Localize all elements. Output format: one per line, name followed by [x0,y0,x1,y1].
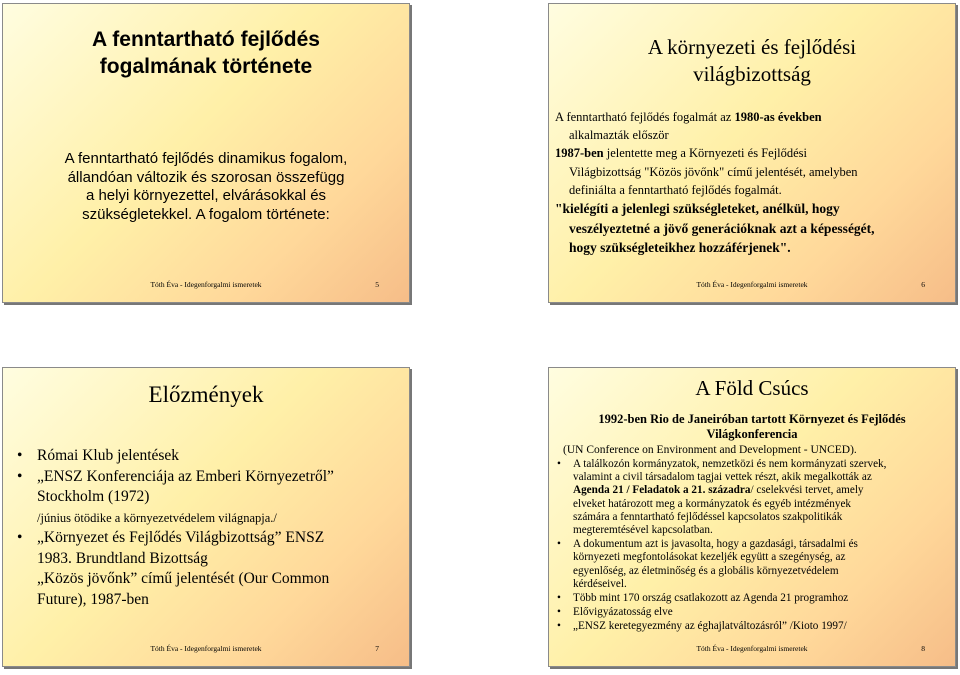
title-line: fogalmának története [99,55,313,78]
slide-5-body [15,150,397,224]
list-item [17,528,399,549]
bold-text: 1987-ben [555,146,604,161]
slide-footer [3,280,409,294]
item-continuation: Future), 1987-ben [37,590,149,608]
slide-number: 7 [375,644,379,653]
bullet-icon: • [557,606,561,619]
footer-author: Tóth Éva - Idegenforgalmi ismeretek [696,644,808,653]
list-item [555,592,949,605]
subtitle-line: 1992-ben Rio de Janeiróban tartott Környezet és Fejlődés [598,412,906,426]
body-line: állandóan változik és szorosan összefügg [67,168,345,186]
item-continuation: /június ötödike a környezetvédelem világnapja./ [37,510,277,525]
slide-8-subtitle [563,412,941,441]
item-line: „ENSZ keretegyezmény az éghajlatváltozásról” /Kioto 1997/ [573,620,847,633]
paragraph-continuation: Világbizottság "Közös jövőnk" című jelentését, amelyben [569,164,858,179]
item-text: „Környezet és Fejlődés Világbizottság” ENSZ [37,529,325,546]
text: / cselekvési tervet, amely [750,484,864,497]
item-text: Római Klub jelentések [37,447,180,464]
bullet-icon: • [557,592,561,605]
quote-line: veszélyeztetné a jövő generációknak azt a képességét, [569,220,875,236]
bold-text: 1980-as években [734,110,822,124]
item-line: környezeti megfontolásokat kezeljék együtt a szegénység, az [573,551,846,564]
list-item [17,467,399,488]
bullet-icon: • [557,538,561,551]
slide-8-title: A Föld Csúcs [695,376,809,400]
list-item [555,620,949,633]
item-line: Több mint 170 ország csatlakozott az Agenda 21 programhoz [573,592,849,605]
slide-6-title [559,34,945,88]
slide-footer [549,280,955,294]
footer-author: Tóth Éva - Idegenforgalmi ismeretek [696,280,808,289]
item-line: A találkozón kormányzatok, nemzetközi és nem kormányzati szervek, [573,458,887,470]
slide-5 [2,3,410,303]
footer-author: Tóth Éva - Idegenforgalmi ismeretek [150,280,262,289]
item-text: „ENSZ Konferenciája az Emberi Környezetről” [37,467,334,485]
bullet-icon: • [557,620,561,633]
item-line: számára a fenntartható fejlődéssel kapcsolatos szakpolitikák [573,510,843,523]
title-line: A fenntartható fejlődés [92,28,320,51]
item-line: megteremtésével kapcsolatban. [573,524,713,537]
bullet-icon: • [17,467,23,485]
list-item [555,606,949,619]
item-line: egyenlőség, az életminőség és a globális környezetvédelem [573,564,839,577]
text: jelentette meg a Környezeti és Fejlődési [603,146,808,161]
subtitle-line: Világkonferencia [706,426,798,441]
quote-line: hogy szükségleteikhez hozzáférjenek". [569,240,791,256]
list-item [17,446,399,467]
text: A fenntartható fejlődés fogalmát az [555,110,735,124]
bullet-icon: • [17,447,23,464]
slide-5-title [13,26,399,80]
item-continuation: 1983. Brundtland Bizottság [37,549,208,567]
definition-quote [555,199,951,258]
bullet-icon: • [17,529,23,546]
slide-7 [2,367,410,667]
paragraph-continuation: definiálta a fenntartható fejlődés fogalmát. [569,182,782,197]
body-line: A fenntartható fejlődés dinamikus fogalom, [64,150,348,167]
slide-number: 8 [921,644,925,653]
bold-text: ra [739,484,751,497]
quote-line: "kielégíti a jelenlegi szükségleteket, anélkül, hogy [555,201,840,217]
slide-7-title: Előzmények [148,382,264,407]
item-line: kérdéseivel. [573,577,627,590]
slide-footer [549,644,955,658]
slide-6-body [555,108,951,258]
title-line: A környezeti és fejlődési [647,35,857,59]
item-line: A dokumentum azt is javasolta, hogy a gazdasági, társadalmi és [573,538,858,551]
body-line: szükségletekkel. A fogalom története: [82,205,330,223]
item-continuation: Stockholm (1972) [37,488,150,505]
slide-number: 5 [375,280,379,289]
item-line [573,484,949,497]
slide-8-list [555,458,949,635]
slide-number: 6 [921,280,925,289]
item-line: elveket határozott meg a kormányzatok és egyéb intézmények [573,497,852,510]
item-line: Elővigyázatosság elve [573,606,673,619]
bold-text: Agenda 21 / Feladatok a 21. század [573,484,740,497]
bullet-icon: • [557,458,561,470]
conference-name: (UN Conference on Environment and Development - UNCED). [563,444,857,456]
item-line: valamint a civil társadalom tagjai vettek részt, akik megalkották az [573,471,872,484]
title-line: világbizottság [693,62,811,86]
slide-8 [548,367,956,667]
item-continuation: „Közös jövőnk” című jelentését (Our Common [37,570,330,587]
slide-6 [548,3,956,303]
paragraph [555,108,951,126]
list-item [555,538,949,591]
list-item [555,458,949,537]
footer-author: Tóth Éva - Idegenforgalmi ismeretek [150,644,262,653]
slide-7-body [17,446,399,610]
slide-footer [3,644,409,658]
paragraph-continuation: alkalmazták először [569,128,669,143]
body-line: a helyi környezettel, elvárásokkal és [85,187,327,204]
paragraph [555,144,951,162]
